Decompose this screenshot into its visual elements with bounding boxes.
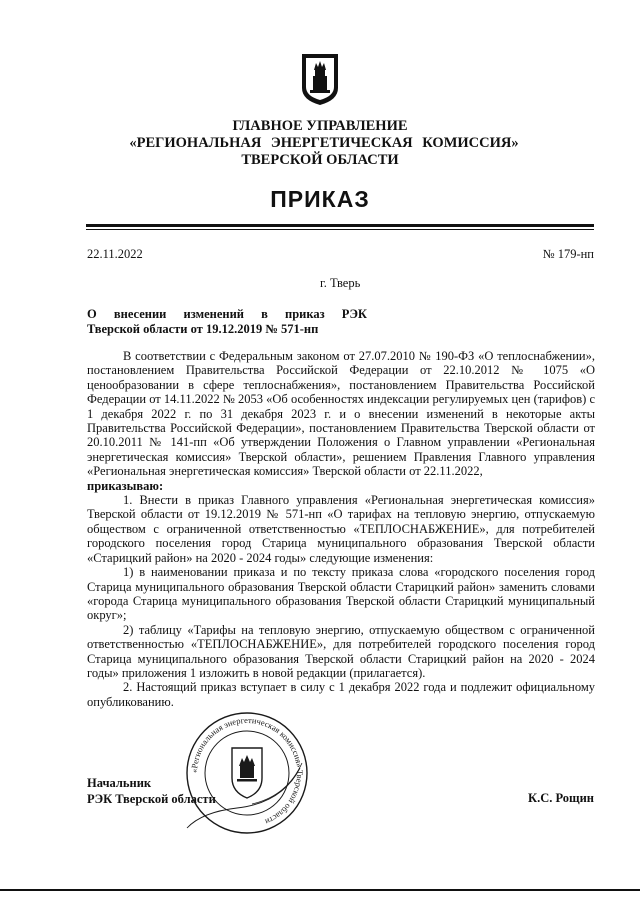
- signatory-name: К.С. Рощин: [528, 791, 594, 805]
- page-bottom-edge: [0, 889, 640, 891]
- clause-1-1: 1) в наименовании приказа и по тексту приказа слова «городского поселения город Старица муниципального образования Тверской области Старицкий район» заменить словами «города Старица муниципального образования Тверской области Старицкий муниципальный округ»;: [87, 565, 595, 623]
- seal-text: «Региональная энергетическая комиссия» Тверской области: [188, 714, 306, 828]
- coat-of-arms-icon: [300, 52, 340, 106]
- preamble-paragraph: В соответствии с Федеральным законом от 27.07.2010 № 190-ФЗ «О теплоснабжении», постановлением Правительства Российской Федерации от 22.10.2012 № 1075 «О ценообразовании в сфере теплоснабжения», постановлением Правительства Российской Федерации от 14.11.2022 № 2053 «Об особенностях индексации регулируемых цен (тарифов) с 1 декабря 2022 г. по 31 декабря 2023 г. и о внесении изменений в некоторые акты Правительства Российской Федерации», постановлением Правительства Тверской области от 20.10.2011 № 141-пп «Об утверждении Положения о Главном управлении «Региональная энергетическая комиссия» Тверской области», решением Правления Главного управления «Региональная энергетическая комиссия» Тверской области от 22.11.2022,: [87, 349, 595, 479]
- document-subject: [87, 307, 367, 336]
- header-rule-thin: [86, 229, 594, 230]
- subject-line-2: Тверской области от 19.12.2019 № 571-нп: [87, 321, 319, 336]
- clause-1-2: 2) таблицу «Тарифы на тепловую энергию, отпускаемую обществом с ограниченной ответственностью «ТЕПЛОСНАБЖЕНИЕ», для потребителей городского поселения город Старица муниципального образования Тверской области Старицкий район на 2020 - 2024 годы» приложения 1 изложить в новой редакции (прилагается).: [87, 622, 595, 680]
- signatory-title-line-2: РЭК Тверской области: [87, 792, 216, 806]
- document-body: [87, 349, 595, 709]
- subject-line-1: О внесении изменений в приказ РЭК: [87, 307, 367, 321]
- org-name-line-1: ГЛАВНОЕ УПРАВЛЕНИЕ: [232, 118, 408, 134]
- signatory-title-line-1: Начальник: [87, 776, 152, 790]
- org-name-line-3: ТВЕРСКОЙ ОБЛАСТИ: [241, 152, 399, 168]
- order-keyword: приказываю:: [87, 478, 164, 493]
- document-type-title: ПРИКАЗ: [270, 186, 370, 212]
- clause-1: 1. Внести в приказ Главного управления «Региональная энергетическая комиссия» Тверской области от 19.12.2019 № 571-нп «О тарифах на тепловую энергию, отпускаемую обществом с ограниченной ответственностью «ТЕПЛОСНАБЖЕНИЕ», для потребителей городского поселения город Старица муниципального образования Тверской области «Старицкий район» на 2020 - 2024 годы» следующие изменения:: [87, 493, 595, 565]
- document-date: 22.11.2022: [87, 247, 143, 261]
- org-name-line-2: «РЕГИОНАЛЬНАЯ ЭНЕРГЕТИЧЕСКАЯ КОМИССИЯ»: [129, 135, 519, 151]
- official-seal-icon: [182, 708, 312, 838]
- document-city: г. Тверь: [320, 276, 361, 290]
- header-rule-thick: [86, 224, 594, 227]
- document-number: № 179-нп: [542, 247, 594, 261]
- clause-2: 2. Настоящий приказ вступает в силу с 1 декабря 2022 года и подлежит официальному опубликованию.: [87, 680, 595, 709]
